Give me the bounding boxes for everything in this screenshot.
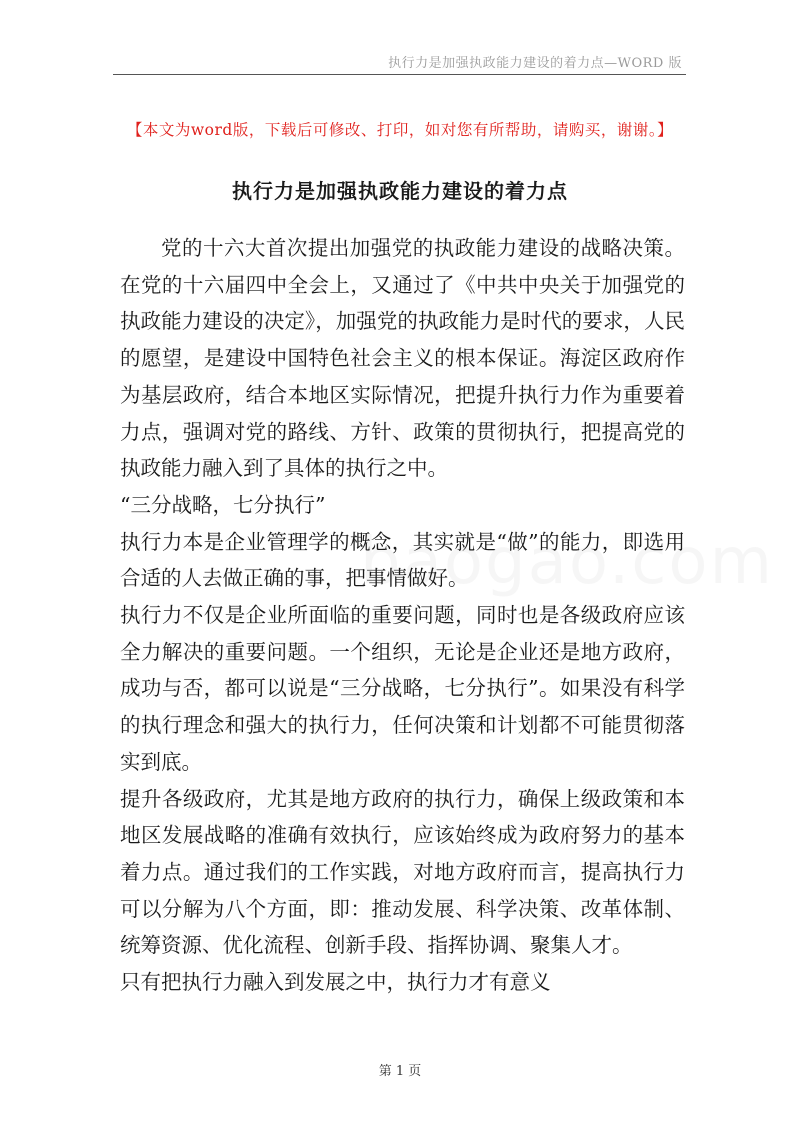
paragraph: 执行力不仅是企业所面临的重要问题，同时也是各级政府应该全力解决的重要问题。一个组织，无论是企业还是地方政府，成功与否，都可以说是“三分战略，七分执行”。如果没有科学的执行理念和强大的执行力，任何决策和计划都不可能贯彻落实到底。	[120, 603, 685, 774]
document-body	[120, 230, 685, 1001]
paragraph: 提升各级政府，尤其是地方政府的执行力，确保上级政策和本地区发展战略的准确有效执行，应该始终成为政府努力的基本着力点。通过我们的工作实践，对地方政府而言，提高执行力可以分解为八个方面，即：推动发展、科学决策、改革体制、统筹资源、优化流程、创新手段、指挥协调、聚集人才。	[120, 786, 685, 958]
section-heading: “三分战略，七分执行”	[120, 492, 326, 517]
download-notice: 【本文为word版，下载后可修改、打印，如对您有所帮助，请购买，谢谢。】	[126, 121, 674, 139]
running-header: 执行力是加强执政能力建设的着力点—WORD 版	[388, 56, 682, 71]
page-number: 第 1 页	[378, 1064, 422, 1079]
paragraph-intro: 党的十六大首次提出加强党的执政能力建设的战略决策。在党的十六届四中全会上，又通过了《中共中央关于加强党的执政能力建设的决定》，加强党的执政能力是时代的要求，人民的愿望，是建设中国特色社会主义的根本保证。海淀区政府作为基层政府，结合本地区实际情况，把提升执行力作为重要着力点，强调对党的路线、方针、政策的贯彻执行，把提高党的执政能力融入到了具体的执行之中。	[120, 236, 685, 481]
header-divider	[113, 74, 686, 75]
section-heading: 只有把执行力融入到发展之中，执行力才有意义	[120, 970, 551, 995]
document-title: 执行力是加强执政能力建设的着力点	[232, 179, 568, 203]
paragraph: 执行力本是企业管理学的概念，其实就是“做”的能力，即选用合适的人去做正确的事，把事情做好。	[120, 529, 685, 591]
